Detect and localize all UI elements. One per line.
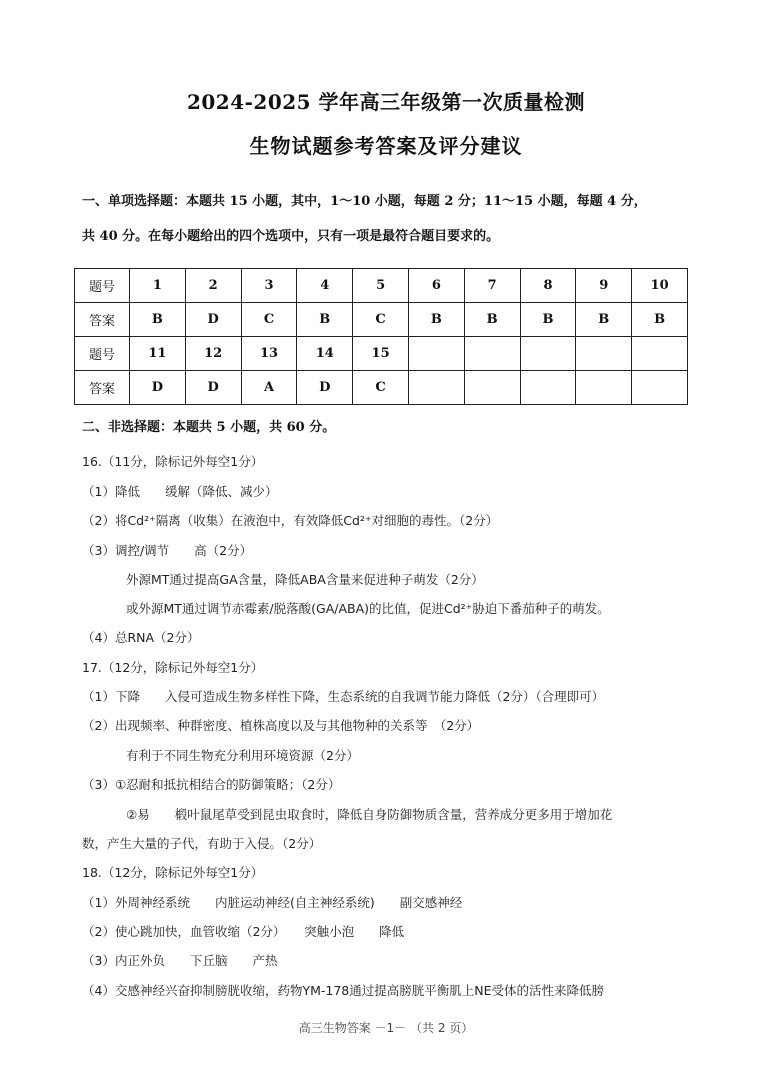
table-cell: 14 [297,337,353,371]
table-row [75,371,688,405]
table-cell: 2 [185,269,241,303]
table-cell: 6 [408,269,464,303]
page-footer: 高三生物答案 －1－ （共 2 页） [298,1021,474,1035]
table-cell: D [185,371,241,405]
table-cell: 11 [130,337,186,371]
table-cell [408,337,464,371]
answer-line: （1）外周神经系统 内脏运动神经(自主神经系统) 副交感神经 [82,895,463,910]
table-answer-label: 答案 [75,303,130,337]
page-title: 2024-2025 学年高三年级第一次质量检测 [186,90,586,114]
table-cell [464,371,520,405]
section1-line1: 一、单项选择题：本题共 15 小题，其中，1～10 小题，每题 2 分；11～15 小题，每题 4 分， [82,194,647,209]
section2-heading: 二、非选择题：本题共 5 小题，共 60 分。 [82,420,336,435]
table-cell: D [185,303,241,337]
table-row [75,337,688,371]
table-cell: 10 [632,269,688,303]
answer-line: （1）下降 入侵可造成生物多样性下降，生态系统的自我调节能力降低（2分）（合理即可） [82,689,605,704]
page-subtitle: 生物试题参考答案及评分建议 [249,134,523,158]
answer-line: （3）内正外负 下丘脑 产热 [82,953,278,968]
table-cell [576,371,632,405]
table-cell: B [576,303,632,337]
answer-line: （2）出现频率、种群密度、植株高度以及与其他物种的关系等 （2分） [82,718,480,733]
table-cell [632,371,688,405]
answer-line: 有利于不同生物充分利用环境资源（2分） [126,748,359,763]
table-cell [520,371,576,405]
answer-line: （4）总RNA（2分） [82,630,200,645]
answer-line: （3）调控/调节 高（2分） [82,543,253,558]
table-cell: 7 [464,269,520,303]
table-cell: B [130,303,186,337]
table-cell [632,337,688,371]
answer-line: 外源MT通过提高GA含量，降低ABA含量来促进种子萌发（2分） [126,572,484,587]
answer-line: ②易 椴叶鼠尾草受到昆虫取食时，降低自身防御物质含量，营养成分更多用于增加花 [126,807,613,822]
table-cell: 8 [520,269,576,303]
table-cell [520,337,576,371]
answer-line: （2）使心跳加快，血管收缩（2分） 突触小泡 降低 [82,924,405,939]
table-cell: B [408,303,464,337]
table-cell: 3 [241,269,297,303]
table-cell: C [353,371,409,405]
q18-heading: 18.（12分，除标记外每空1分） [82,865,264,880]
answer-line: （2）将Cd²⁺隔离（收集）在液泡中，有效降低Cd²⁺对细胞的毒性。（2分） [82,513,499,528]
section1-line2: 共 40 分。在每小题给出的四个选项中，只有一项是最符合题目要求的。 [82,229,500,244]
table-cell: 1 [130,269,186,303]
answer-line: 或外源MT通过调节赤霉素/脱落酸(GA/ABA)的比值，促进Cd²⁺胁迫下番茄种子的萌发。 [126,601,610,616]
table-row [75,303,688,337]
table-cell: A [241,371,297,405]
table-cell: D [297,371,353,405]
table-cell: 4 [297,269,353,303]
table-cell: B [520,303,576,337]
table-cell: 9 [576,269,632,303]
answer-line: （4）交感神经兴奋抑制膀胱收缩，药物YM-178通过提高膀胱平衡肌上NE受体的活性来降低膀 [82,983,604,998]
table-cell: D [130,371,186,405]
answer-line: 数，产生大量的子代，有助于入侵。（2分） [82,836,322,851]
table-cell: C [241,303,297,337]
answer-table [74,268,688,405]
table-cell: C [353,303,409,337]
table-cell [576,337,632,371]
answer-line: （1）降低 缓解（降低、减少） [82,484,278,499]
table-cell: B [297,303,353,337]
table-header-label: 题号 [75,269,130,303]
table-answer-label: 答案 [75,371,130,405]
table-cell: 15 [353,337,409,371]
q17-heading: 17.（12分，除标记外每空1分） [82,660,264,675]
answer-line: （3）①忍耐和抵抗相结合的防御策略；（2分） [82,777,341,792]
table-cell: B [632,303,688,337]
table-cell [464,337,520,371]
table-cell: 5 [353,269,409,303]
table-cell: 12 [185,337,241,371]
q16-heading: 16.（11分，除标记外每空1分） [82,454,264,469]
table-cell: 13 [241,337,297,371]
table-cell [408,371,464,405]
table-header-label: 题号 [75,337,130,371]
table-cell: B [464,303,520,337]
table-row [75,269,688,303]
